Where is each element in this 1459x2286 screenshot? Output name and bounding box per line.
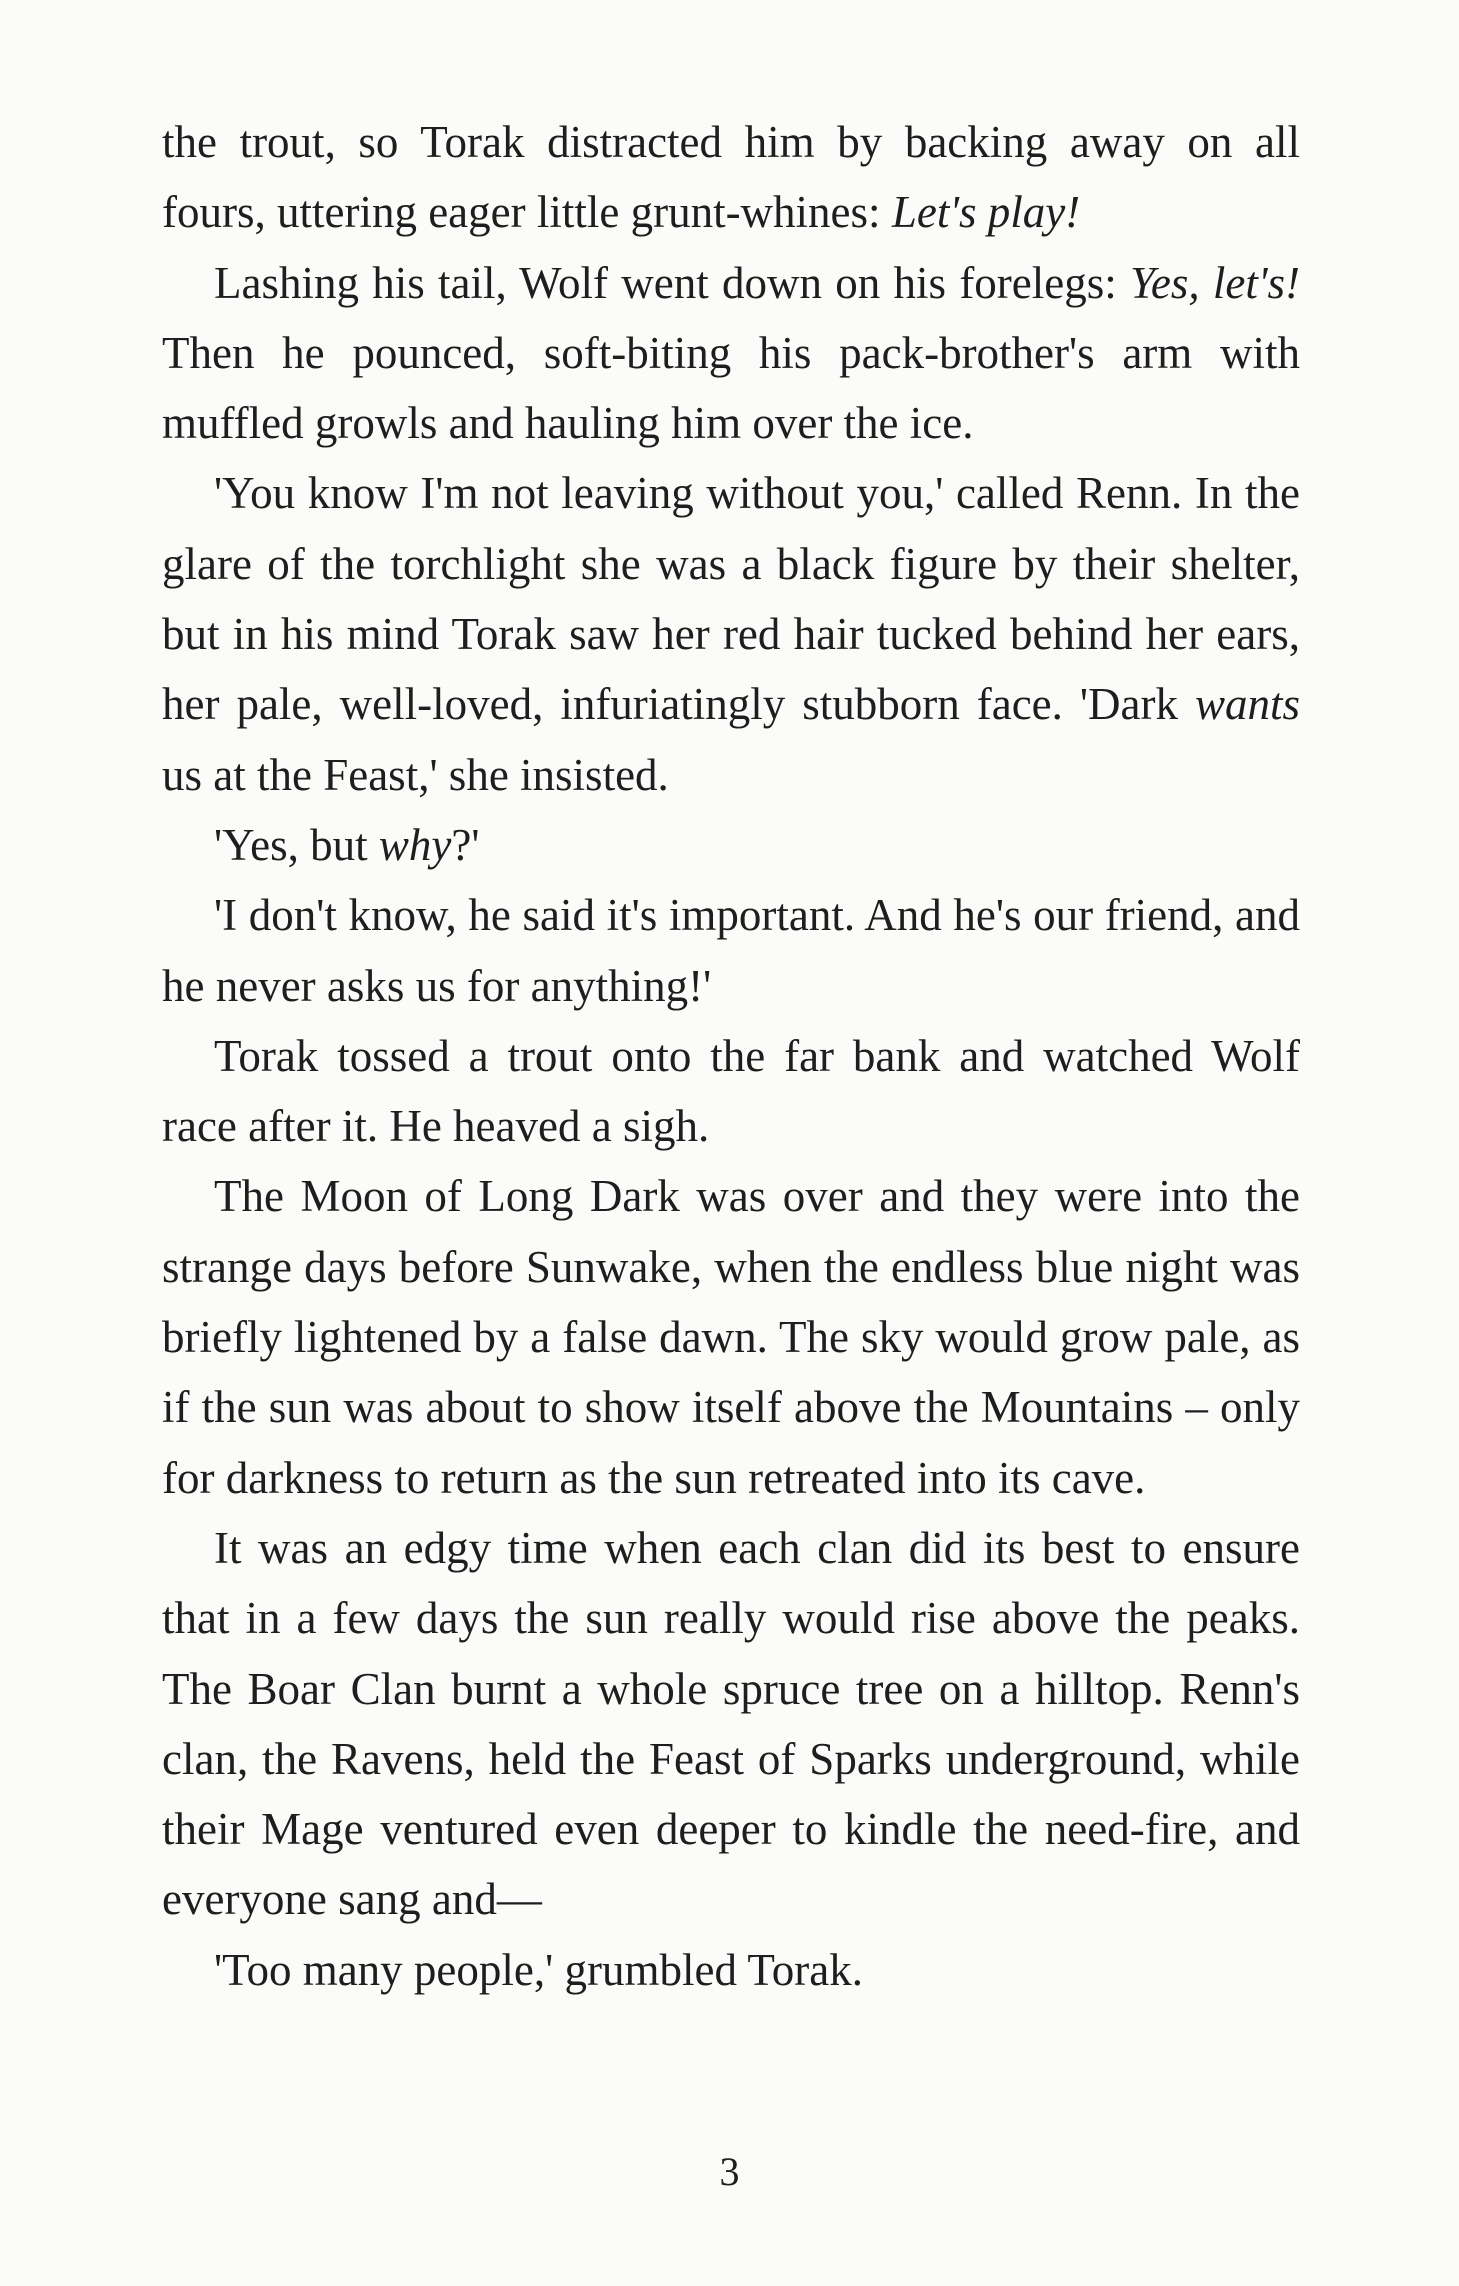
- text-run: 'You know I'm not leaving without you,' called Renn. In the glare of the torchlight she was a black figure by their shelter, but in his mind Torak saw her red hair tucked behind her ears, her pale, well-loved, infuriatingly stubborn face. 'Dark: [162, 468, 1300, 730]
- paragraph: [162, 880, 1300, 1021]
- paragraph: [162, 1021, 1300, 1162]
- paragraph: [162, 810, 1300, 880]
- text-run: 'Too many people,' grumbled Torak.: [214, 1944, 863, 1995]
- text-run: 'Yes, but: [214, 819, 379, 870]
- paragraph: [162, 1513, 1300, 1935]
- italic-run: Yes, let's!: [1130, 257, 1301, 308]
- paragraph: [162, 107, 1300, 248]
- text-run: Then he pounced, soft-biting his pack-brother's arm with muffled growls and hauling him over the ice.: [162, 327, 1300, 449]
- text-run: It was an edgy time when each clan did its best to ensure that in a few days the sun really would rise above the peaks. The Boar Clan burnt a whole spruce tree on a hilltop. Renn's clan, the Ravens, held the Feast of Sparks underground, while their Mage ventured even deeper to kindle the need-fire, and everyone sang and—: [162, 1522, 1300, 1925]
- italic-run: Let's play!: [891, 187, 1081, 238]
- page-number: 3: [719, 2149, 740, 2194]
- text-run: us at the Feast,' she insisted.: [162, 749, 669, 800]
- text-run: ?': [451, 819, 480, 870]
- text-run: 'I don't know, he said it's important. And he's our friend, and he never asks us for anything!': [162, 890, 1300, 1011]
- paragraph: [162, 1161, 1300, 1512]
- italic-run: wants: [1194, 679, 1300, 730]
- text-run: Lashing his tail, Wolf went down on his forelegs:: [214, 257, 1131, 308]
- text-run: the trout, so Torak distracted him by backing away on all fours, uttering eager little grunt-whines:: [162, 117, 1300, 238]
- body-text: [162, 107, 1300, 2005]
- paragraph: [162, 1935, 1300, 2005]
- italic-run: why: [378, 819, 452, 870]
- paragraph: [162, 248, 1300, 459]
- text-run: The Moon of Long Dark was over and they were into the strange days before Sunwake, when the endless blue night was briefly lightened by a false dawn. The sky would grow pale, as if the sun was about to show itself above the Mountains – only for darkness to return as the sun retreated into its cave.: [162, 1171, 1300, 1503]
- text-run: Torak tossed a trout onto the far bank and watched Wolf race after it. He heaved a sigh.: [162, 1030, 1300, 1152]
- paragraph: [162, 458, 1300, 809]
